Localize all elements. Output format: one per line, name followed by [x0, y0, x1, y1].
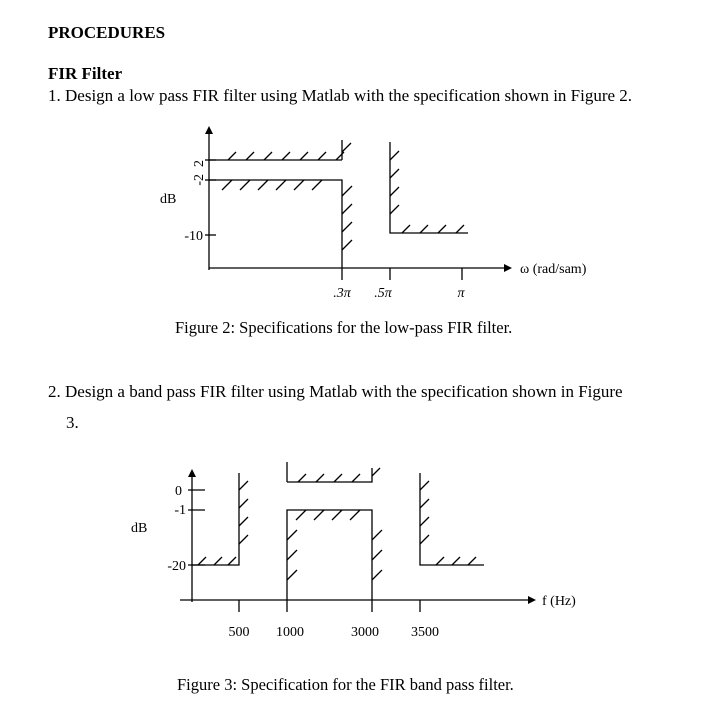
- fig3-ytick-label-neg1: -1: [174, 503, 186, 518]
- fig3-xtick-label-3500: 3500: [411, 625, 439, 640]
- step-2-text: 2. Design a band pass FIR filter using Matlab with the specification shown in Figure: [48, 382, 623, 401]
- fig3-ytick-label-neg20: -20: [167, 559, 186, 574]
- fig3-hatch-upper-stopband: [420, 481, 476, 565]
- fig2-xtick-label-03pi: .3π: [333, 286, 351, 301]
- figure-2-caption: Figure 2: Specifications for the low-pass FIR filter.: [175, 318, 513, 337]
- fig2-xtick-label-pi: π: [457, 286, 465, 301]
- fig3-y-label: dB: [131, 521, 148, 536]
- section-title: PROCEDURES: [48, 23, 166, 42]
- fig2-y-label: dB: [160, 192, 177, 207]
- fig3-upper-stopband: [420, 473, 484, 565]
- fig3-y-axis-arrow: [188, 469, 196, 477]
- fig3-lower-stopband: [192, 473, 239, 565]
- fig2-x-axis-label: ω (rad/sam): [520, 262, 587, 277]
- fig3-hatch-passband-lower: [287, 510, 382, 580]
- fig3-xtick-label-500: 500: [228, 625, 250, 640]
- step-2-text-continued: 3.: [66, 413, 79, 432]
- fig3-ytick-label-0: 0: [175, 484, 182, 499]
- figure-3-caption: Figure 3: Specification for the FIR band pass filter.: [177, 675, 514, 694]
- fig2-xtick-label-05pi: .5π: [374, 286, 392, 301]
- step-1-text: 1. Design a low pass FIR filter using Matlab with the specification shown in Figure 2.: [48, 86, 633, 105]
- fig2-ytick-label-2: 2: [192, 160, 207, 167]
- fig3-xtick-label-1000: 1000: [276, 625, 304, 640]
- fig3-passband-lower: [287, 510, 372, 600]
- fig3-hatch-lower-stopband: [198, 481, 248, 565]
- fig3-xtick-label-3000: 3000: [351, 625, 379, 640]
- fig2-ytick-label-neg10: -10: [184, 229, 203, 244]
- subsection-title: FIR Filter: [48, 64, 123, 83]
- fig3-hatch-passband-upper: [298, 468, 380, 482]
- fig2-ytick-label-neg2: -2: [192, 174, 207, 186]
- fig3-x-axis-label: f (Hz): [542, 594, 576, 609]
- fig3-x-axis-arrow: [528, 596, 536, 604]
